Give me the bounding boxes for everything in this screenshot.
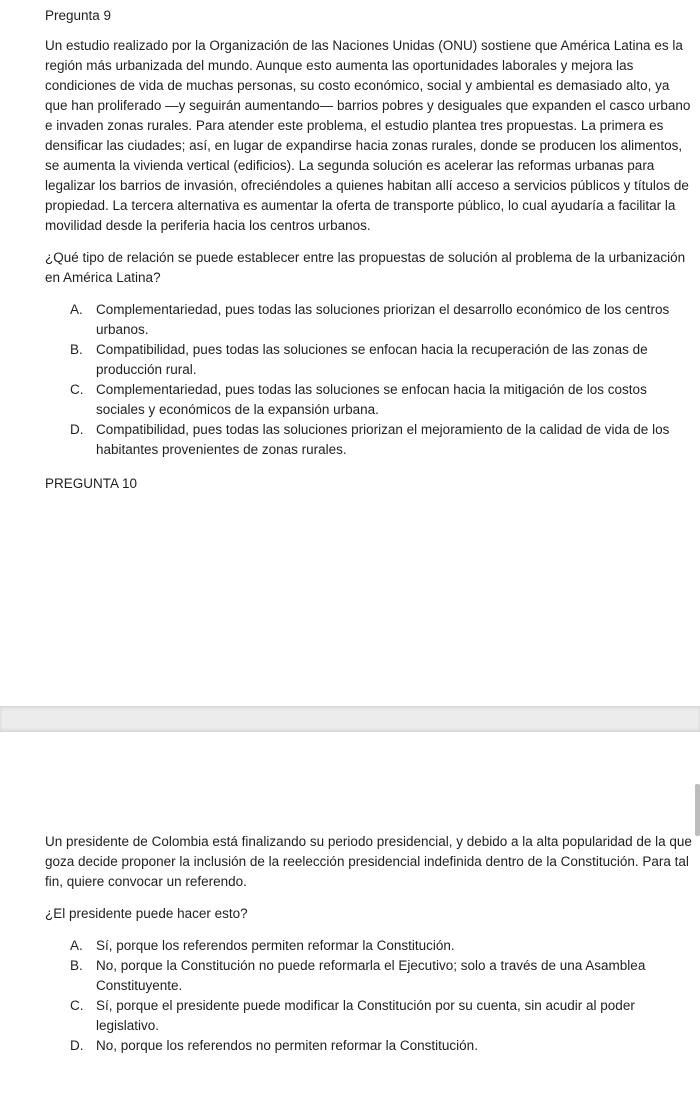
page-1-content xyxy=(0,0,700,494)
question-9-options xyxy=(70,300,692,460)
scrollbar-thumb[interactable] xyxy=(695,784,700,836)
page-2-content xyxy=(0,732,700,1056)
option-text: Compatibilidad, pues todas las soluciones se enfocan hacia la recuperación de las zonas de producción rural. xyxy=(96,342,648,377)
question-10-option-c xyxy=(70,996,692,1036)
page-break-divider xyxy=(0,706,700,732)
option-letter: D. xyxy=(70,1038,84,1053)
question-10-option-d xyxy=(70,1036,692,1056)
page-2 xyxy=(0,732,700,1116)
option-text: Sí, porque los referendos permiten reformar la Constitución. xyxy=(96,938,455,953)
option-letter: A. xyxy=(70,302,83,317)
question-10-option-b xyxy=(70,956,692,996)
question-10-passage: Un presidente de Colombia está finalizando su periodo presidencial, y debido a la alta popularidad de la que goza decide proponer la inclusión de la reelección presidencial indefinida dentro de la Constitución. Para tal fin, quiere convocar un referendo. xyxy=(45,834,692,889)
question-9-option-a xyxy=(70,300,692,340)
option-text: No, porque la Constitución no puede reformarla el Ejecutivo; solo a través de una Asamblea Constituyente. xyxy=(96,958,646,993)
option-text: Complementariedad, pues todas las soluciones priorizan el desarrollo económico de los centros urbanos. xyxy=(96,302,670,337)
question-9-option-b xyxy=(70,340,692,380)
option-text: No, porque los referendos no permiten reformar la Constitución. xyxy=(96,1038,478,1053)
option-letter: A. xyxy=(70,938,83,953)
question-10-option-a xyxy=(70,936,692,956)
question-10-options xyxy=(70,936,692,1056)
question-9-passage: Un estudio realizado por la Organización de las Naciones Unidas (ONU) sostiene que América Latina es la región más urbanizada del mundo. Aunque esto aumenta las oportunidades laborales y mejora las condiciones de vida de muchas personas, su costo económico, social y ambiental es demasiado alto, ya que han proliferado —y seguirán aumentando— barrios pobres y desiguales que expanden el casco urbano e invaden zonas rurales. Para atender este problema, el estudio plantea tres propuestas. La primera es densificar las ciudades; así, en lugar de expandirse hacia zonas rurales, donde se producen los alimentos, se aumenta la vivienda vertical (edificios). La segunda solución es acelerar las reformas urbanas para legalizar los barrios de invasión, ofreciéndoles a quienes habitan allí acceso a servicios públicos y títulos de propiedad. La tercera alternativa es aumentar la oferta de transporte público, lo cual ayudaría a facilitar la movilidad desde la periferia hacia los centros urbanos. xyxy=(45,38,691,233)
option-letter: C. xyxy=(70,998,84,1013)
question-9-option-d xyxy=(70,420,692,460)
question-10-stem: ¿El presidente puede hacer esto? xyxy=(45,906,248,921)
question-9-stem: ¿Qué tipo de relación se puede establecer entre las propuestas de solución al problema de la urbanización en América Latina? xyxy=(45,250,686,285)
question-9-label: Pregunta 9 xyxy=(45,8,112,23)
option-letter: C. xyxy=(70,382,84,397)
option-letter: B. xyxy=(70,342,83,357)
option-letter: B. xyxy=(70,958,83,973)
question-9-option-c xyxy=(70,380,692,420)
option-text: Sí, porque el presidente puede modificar la Constitución por su cuenta, sin acudir al poder legislativo. xyxy=(96,998,635,1033)
option-letter: D. xyxy=(70,422,84,437)
option-text: Complementariedad, pues todas las soluciones se enfocan hacia la mitigación de los costos sociales y económicos de la expansión urbana. xyxy=(96,382,647,417)
option-text: Compatibilidad, pues todas las soluciones priorizan el mejoramiento de la calidad de vida de los habitantes provenientes de zonas rurales. xyxy=(96,422,670,457)
question-10-label: PREGUNTA 10 xyxy=(45,476,138,491)
